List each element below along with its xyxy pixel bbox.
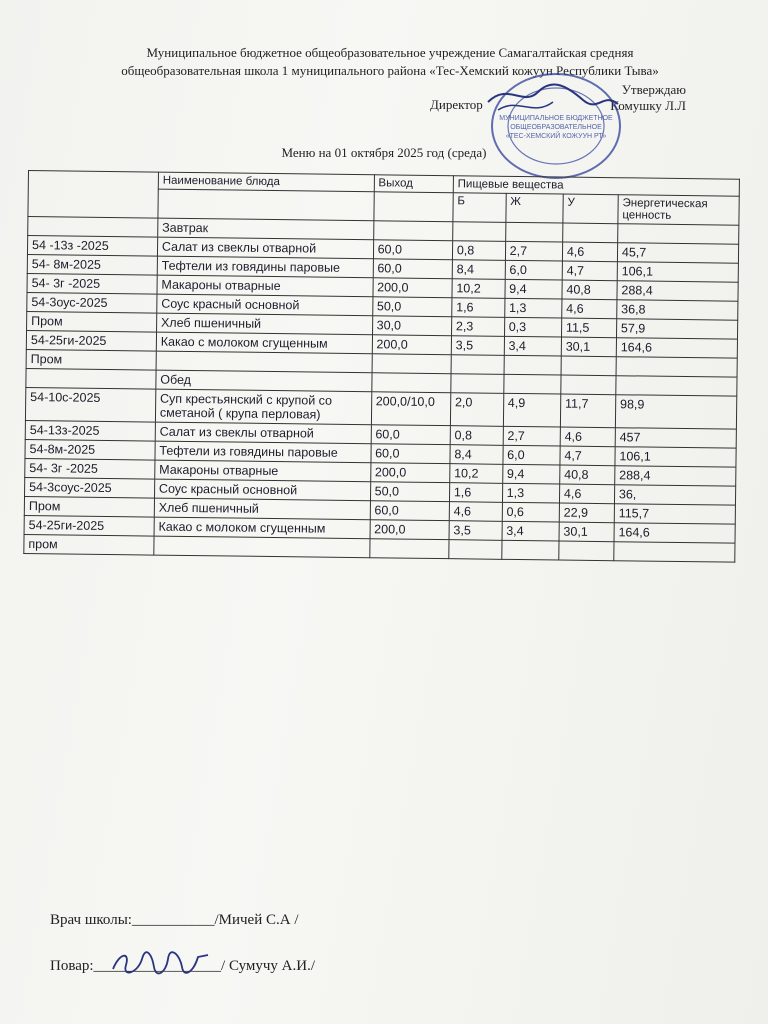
cell-b: 1,6 [452, 298, 505, 318]
col-energy: Энергетическая ценность [618, 195, 739, 225]
cell-out: 200,0 [373, 278, 452, 298]
cell-code: Пром [27, 311, 157, 332]
cell-zh [501, 540, 558, 560]
cell-u [559, 541, 614, 561]
col-zh: Ж [506, 193, 564, 223]
cell-u [561, 356, 616, 376]
table-cell [561, 375, 616, 395]
cell-dish: Салат из свеклы отварной [155, 422, 371, 444]
cell-out: 50,0 [370, 482, 449, 502]
col-output-blank [373, 192, 453, 222]
cell-dish: Какао с молоком сгущенным [156, 332, 372, 354]
cell-e: 45,7 [617, 243, 738, 263]
cell-b: 2,0 [450, 393, 503, 427]
cell-code: 54- 3г -2025 [27, 273, 157, 294]
cell-code: 54-10с-2025 [25, 387, 155, 422]
cell-zh: 2,7 [505, 241, 562, 261]
cell-zh: 1,3 [502, 483, 559, 503]
cell-e [614, 542, 735, 562]
cell-b: 8,4 [452, 260, 505, 280]
table-cell [618, 224, 739, 244]
table-cell [371, 373, 450, 393]
cook-label: Повар: [50, 958, 94, 974]
cell-out: 30,0 [372, 316, 451, 336]
cell-e: 288,4 [617, 281, 738, 301]
cell-out: 200,0 [372, 335, 451, 355]
cell-zh: 2,7 [503, 426, 560, 446]
col-dish: Наименование блюда [158, 172, 374, 192]
menu-title: Меню на 01 октября 2025 год (среда) [281, 145, 487, 160]
cell-dish: Соус красный основной [154, 479, 370, 501]
cell-dish: Суп крестьянский с крупой со сметаной ( крупа перловая) [155, 389, 371, 425]
menu-table [23, 170, 740, 563]
cell-b: 3,5 [451, 336, 504, 356]
cell-u: 40,8 [562, 280, 617, 300]
cell-e: 457 [615, 428, 736, 448]
cell-b: 10,2 [452, 279, 505, 299]
cell-code: 54 -13з -2025 [27, 236, 157, 257]
cell-dish: Салат из свеклы отварной [157, 237, 373, 259]
cell-e: 36, [614, 485, 735, 505]
cell-b: 0,8 [450, 426, 503, 446]
table-cell [505, 222, 562, 242]
table-cell [373, 221, 452, 241]
cell-out: 60,0 [373, 259, 452, 279]
cell-u: 4,7 [562, 261, 617, 281]
cell-e: 106,1 [615, 447, 736, 467]
table-cell [616, 376, 737, 396]
cell-u: 11,5 [561, 318, 616, 338]
cell-zh: 3,4 [502, 521, 559, 541]
col-nutrients: Пищевые вещества [453, 176, 739, 196]
cell-out: 60,0 [371, 425, 450, 445]
cell-dish: Какао с молоком сгущенным [154, 517, 370, 539]
cell-u: 40,8 [560, 465, 615, 485]
cell-dish: Хлеб пшеничный [154, 498, 370, 520]
director-name: Комушку Л.Л [610, 98, 686, 113]
cell-e: 36,8 [617, 300, 738, 320]
cell-dish: Тефтели из говядины паровые [155, 441, 371, 463]
cell-e: 164,6 [616, 338, 737, 358]
col-dish-blank [158, 189, 374, 221]
cell-code: 54-25ги-2025 [24, 515, 154, 536]
cell-e: 115,7 [614, 504, 735, 524]
col-u: У [563, 194, 618, 224]
table-cell [563, 223, 618, 243]
table-cell [503, 374, 560, 394]
cell-zh: 6,0 [503, 445, 560, 465]
table-cell [452, 222, 505, 242]
cell-b: 1,6 [449, 483, 502, 503]
svg-text:«ТЕС-ХЕМСКИЙ КОЖУУН РТ»: «ТЕС-ХЕМСКИЙ КОЖУУН РТ» [505, 133, 607, 140]
col-code [28, 171, 158, 219]
cell-dish: Макароны отварные [157, 275, 373, 297]
cell-out: 60,0 [373, 240, 452, 260]
cell-code: 54-3соус-2025 [25, 477, 155, 498]
cell-dish: Тефтели из говядины паровые [157, 256, 373, 278]
cell-zh: 0,3 [504, 317, 561, 337]
cell-out: 200,0 [370, 463, 449, 483]
cell-u: 4,6 [562, 242, 617, 262]
director-label: Директор [430, 97, 483, 112]
svg-text:ОБЩЕОБРАЗОВАТЕЛЬНОЕ: ОБЩЕОБРАЗОВАТЕЛЬНОЕ [510, 124, 602, 131]
cell-b: 10,2 [450, 464, 503, 484]
cell-out: 50,0 [372, 297, 451, 317]
cell-out [372, 354, 451, 374]
cell-b: 3,5 [449, 521, 502, 541]
cell-dish [156, 351, 372, 373]
cell-zh: 0,6 [502, 502, 559, 522]
approve-label: Утверждаю [621, 82, 686, 97]
cell-zh: 1,3 [504, 298, 561, 318]
cell-zh [504, 355, 561, 375]
header-line-1: Муниципальное бюджетное общеобразовательное учреждение Самагалтайская средняя [146, 45, 634, 60]
cell-zh: 9,4 [505, 279, 562, 299]
svg-text:МУНИЦИПАЛЬНОЕ БЮДЖЕТНОЕ: МУНИЦИПАЛЬНОЕ БЮДЖЕТНОЕ [499, 115, 613, 122]
section-label: Обед [156, 370, 372, 392]
cell-b [451, 355, 504, 375]
cell-b: 4,6 [449, 502, 502, 522]
cell-out: 200,0 [370, 520, 449, 540]
cell-zh: 6,0 [505, 260, 562, 280]
cell-code: пром [24, 534, 154, 555]
cell-u: 30,1 [559, 522, 614, 542]
cell-e: 106,1 [617, 262, 738, 282]
cell-code: Пром [26, 349, 156, 370]
cell-code: 54-3оус-2025 [27, 292, 157, 313]
cell-e: 98,9 [615, 395, 737, 429]
cell-b [449, 540, 502, 560]
cell-code: 54- 8м-2025 [27, 254, 157, 275]
col-b: Б [453, 193, 506, 223]
cell-e: 57,9 [616, 319, 737, 339]
cell-out [369, 539, 448, 559]
cell-b: 0,8 [452, 241, 505, 261]
cook-handwritten-signature [108, 947, 218, 977]
menu-body [24, 217, 739, 563]
doctor-signature-line: Врач школы:___________/Мичей С.А / [50, 912, 299, 928]
official-stamp [478, 62, 628, 182]
cell-zh: 9,4 [502, 464, 559, 484]
cell-u: 30,1 [561, 337, 616, 357]
cell-code: 54-13з-2025 [25, 420, 155, 441]
cell-out: 60,0 [371, 444, 450, 464]
cell-u: 4,6 [560, 427, 615, 447]
cell-dish [154, 536, 370, 558]
cell-e: 164,6 [614, 523, 735, 543]
col-output: Выход [374, 175, 453, 193]
table-cell [28, 217, 158, 238]
cell-out: 200,0/10,0 [371, 392, 451, 426]
cell-code: 54-8м-2025 [25, 439, 155, 460]
table-cell [451, 374, 504, 394]
cell-e [616, 357, 737, 377]
cell-out: 60,0 [370, 501, 449, 521]
cell-zh: 3,4 [504, 336, 561, 356]
cell-b: 8,4 [450, 445, 503, 465]
header-line-2: общеобразовательная школа 1 муниципального района «Тес-Хемский кожуун Республики Тыва» [121, 63, 659, 78]
cell-b: 2,3 [451, 317, 504, 337]
cell-dish: Макароны отварные [155, 460, 371, 482]
cell-u: 22,9 [559, 503, 614, 523]
cell-dish: Хлеб пшеничный [156, 313, 372, 335]
cell-code: 54-25ги-2025 [26, 330, 156, 351]
cell-u: 4,6 [559, 484, 614, 504]
section-label: Завтрак [158, 218, 374, 240]
cell-u: 11,7 [560, 394, 615, 428]
cell-zh: 4,9 [503, 393, 561, 427]
cook-name: _________________/ Сумучу А.И./ [93, 958, 316, 974]
cell-u: 4,6 [562, 299, 617, 319]
cell-u: 4,7 [560, 446, 615, 466]
cell-dish: Соус красный основной [157, 294, 373, 316]
table-cell [26, 368, 156, 389]
cell-code: 54- 3г -2025 [25, 458, 155, 479]
cell-code: Пром [24, 496, 154, 517]
cell-e: 288,4 [615, 466, 736, 486]
